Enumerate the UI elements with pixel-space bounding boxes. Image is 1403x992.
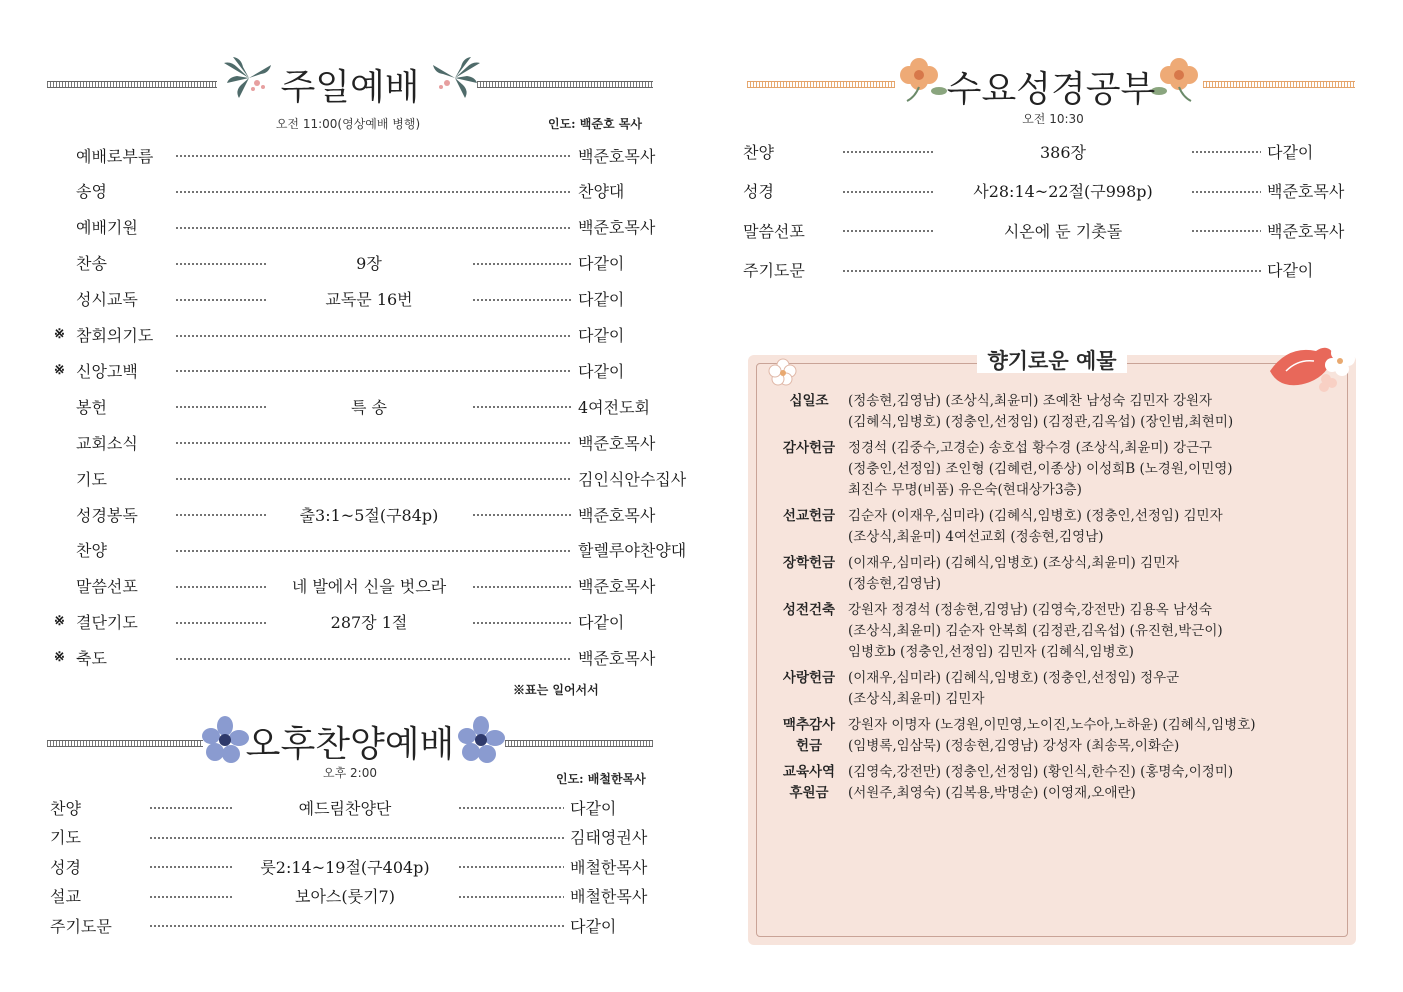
offering-names-line: (조상식,최윤미) 4여선교회 (정송현,김영남) [848, 529, 1104, 545]
program-person: 백준호목사 [578, 146, 656, 166]
program-person: 다같이 [578, 326, 625, 345]
leader-dots [175, 622, 266, 624]
program-person: 할렐루야찬양대 [578, 541, 687, 561]
offering-names [848, 600, 1348, 663]
program-row [54, 250, 660, 276]
offering-category-line: 교육사역 [782, 764, 836, 780]
offering-category [778, 715, 840, 757]
offering-category [778, 600, 840, 621]
offering-category-line: 후원금 [789, 785, 829, 801]
program-detail: 시온에 둔 기촛돌 [1003, 221, 1123, 241]
program-row [50, 883, 658, 909]
offering-names-line: (정송현,김영남) [848, 576, 942, 592]
program-person: 4여전도회 [578, 397, 651, 417]
program-detail: 네 발에서 신을 벗으라 [291, 577, 447, 597]
program-person: 다같이 [570, 798, 617, 818]
program-label: 주기도문 [743, 261, 805, 280]
program-label: 예배로부름 [76, 146, 154, 166]
offering-category [778, 668, 840, 689]
program-person: 백준호목사 [578, 505, 656, 525]
program-row [743, 217, 1355, 243]
program-detail: 보아스(룻기7) [295, 887, 395, 906]
program-person: 배철한목사 [570, 857, 648, 877]
program-row [54, 142, 660, 168]
offering-names [848, 391, 1348, 433]
leader-dots [149, 807, 232, 809]
offering-names [848, 506, 1348, 548]
afternoon-leader: 인도: 배철한목사 [556, 772, 646, 786]
offering-title: 향기로운 예물 [748, 345, 1356, 375]
program-row [54, 214, 660, 240]
program-label: 주기도문 [50, 916, 112, 936]
program-person: 다같이 [578, 613, 625, 633]
program-label: 성시교독 [76, 290, 138, 310]
program-detail: 룻2:14~19절(구404p) [260, 857, 430, 877]
leader-dots [1191, 230, 1261, 232]
program-label: 찬양 [743, 142, 774, 162]
program-row [54, 286, 660, 312]
offering-names-line: (이재우,심미라) (김혜식,임병호) (정충인,선정임) 정우군 [848, 670, 1180, 686]
leader-dots [842, 230, 935, 232]
offering-names-line: (서원주,최영숙) (김복용,박명순) (이영재,오애란) [848, 785, 1136, 801]
offering-names-line: (김영숙,강전만) (정충인,선정임) (황인식,한수진) (홍명숙,이정미) [848, 764, 1234, 780]
offering-category-line: 장학헌금 [782, 555, 836, 571]
program-person: 다같이 [578, 290, 625, 310]
wednesday-time: 오전 10:30 [1022, 112, 1084, 126]
program-label: 송영 [76, 182, 107, 202]
program-label: 성경 [743, 182, 774, 201]
sunday-time: 오전 11:00(영상예배 병행) [275, 117, 421, 131]
leader-dots [472, 263, 572, 265]
program-row [54, 609, 660, 635]
standing-mark: ※ [54, 362, 65, 378]
offering-box [748, 349, 1356, 945]
leader-dots [175, 370, 572, 372]
offering-names-line: 최진수 무명(비품) 유은숙(현대상가3층) [848, 482, 1082, 498]
program-label: 성경봉독 [76, 505, 138, 525]
offering-names-line: 임병호b (정충인,선정임) 김민자 (김혜식,임병호) [848, 644, 1134, 660]
sunday-leader: 인도: 백준호 목사 [548, 117, 642, 131]
program-row [54, 573, 660, 599]
program-row [54, 393, 660, 419]
leader-dots [1191, 191, 1261, 193]
offering-names-line: (조상식,최윤미) 김순자 안복희 (김정관,김옥섭) (유진현,박근이) [848, 623, 1223, 639]
program-label: 설교 [50, 887, 81, 906]
leader-dots [472, 514, 572, 516]
program-label: 결단기도 [76, 613, 138, 633]
program-person: 배철한목사 [570, 887, 648, 906]
program-person: 백준호목사 [1267, 182, 1345, 201]
wednesday-title: 수요성경공부 [946, 69, 1156, 110]
standing-mark: ※ [54, 614, 65, 630]
standing-mark: ※ [54, 650, 65, 666]
leader-dots [175, 658, 572, 660]
program-label: 봉헌 [76, 397, 107, 417]
program-row [54, 537, 687, 563]
offering-names [848, 715, 1348, 757]
offering-names [848, 553, 1348, 595]
leader-dots [149, 837, 564, 839]
leader-dots [175, 406, 266, 408]
standing-note: ※표는 일어서서 [513, 683, 599, 697]
offering-names-line: 강원자 이명자 (노경원,이민영,노이진,노수아,노하윤) (김혜식,임병호) [848, 717, 1256, 733]
small-flower-icon [768, 357, 798, 387]
offering-category [778, 506, 840, 527]
program-person: 다같이 [578, 361, 625, 381]
leader-dots [149, 866, 232, 868]
program-person: 백준호목사 [578, 649, 656, 669]
leader-dots [472, 406, 572, 408]
program-person: 백준호목사 [578, 218, 656, 238]
offering-names-line: (이재우,심미라) (김혜식,임병호) (조상식,최윤미) 김민자 [848, 555, 1180, 571]
program-label: 기도 [76, 469, 107, 489]
program-detail: 특 송 [351, 397, 387, 417]
right-panel [700, 0, 1403, 992]
offering-category [778, 438, 840, 459]
offering-names-line: 강원자 정경석 (정송현,김영남) (김영숙,강전만) 김용옥 남성숙 [848, 602, 1213, 618]
leader-dots [458, 866, 564, 868]
program-person: 다같이 [578, 254, 625, 274]
leader-dots [458, 807, 564, 809]
program-row [54, 178, 660, 204]
program-row [50, 824, 658, 850]
program-row [50, 853, 658, 879]
afternoon-header [47, 712, 653, 772]
program-row [54, 357, 660, 383]
offering-names-line: 김순자 (이재우,심미라) (김혜식,임병호) (정충인,선정임) 김민자 [848, 508, 1223, 524]
leader-dots [1191, 151, 1261, 153]
offering-category-line: 헌금 [795, 738, 823, 754]
program-label: 성경 [50, 857, 81, 877]
leader-dots [149, 925, 564, 927]
program-person: 찬양대 [578, 182, 625, 202]
program-person: 다같이 [1267, 261, 1314, 280]
leader-dots [175, 335, 572, 337]
program-row [54, 429, 660, 455]
leader-dots [175, 478, 572, 480]
program-label: 말씀선포 [76, 577, 138, 597]
program-person: 김태영권사 [570, 828, 648, 847]
leader-dots [842, 191, 935, 193]
program-label: 찬양 [50, 798, 81, 818]
offering-names-line: (김혜식,임병호) (정충인,선정임) (김정관,김옥섭) (장인범,최현미) [848, 414, 1234, 430]
offering-category-line: 사랑헌금 [782, 670, 836, 686]
leader-dots [842, 151, 935, 153]
leader-dots [175, 191, 572, 193]
leader-dots [175, 263, 266, 265]
program-label: 참회의기도 [76, 326, 154, 345]
program-row [743, 138, 1355, 164]
offering-names [848, 668, 1348, 710]
left-panel [0, 0, 700, 992]
sunday-header [47, 53, 653, 113]
program-row [54, 322, 660, 348]
program-detail: 출3:1~5절(구84p) [299, 505, 439, 525]
program-detail: 386장 [1040, 142, 1086, 162]
leader-dots [175, 550, 572, 552]
program-label: 신앙고백 [76, 361, 138, 381]
program-detail: 교독문 16번 [325, 290, 413, 310]
offering-category-line: 성전건축 [782, 602, 836, 618]
program-person: 백준호목사 [578, 577, 656, 597]
program-row [54, 645, 660, 671]
leader-dots [472, 299, 572, 301]
program-detail: 사28:14~22절(구998p) [973, 182, 1153, 201]
leader-dots [149, 896, 232, 898]
program-person: 다같이 [1267, 142, 1314, 162]
program-row [743, 178, 1355, 204]
program-detail: 예드림찬양단 [298, 798, 392, 818]
program-row [743, 257, 1355, 283]
afternoon-title: 오후찬양예배 [245, 724, 455, 765]
offering-names-line: (임병록,임삼묵) (정송현,김영남) 강성자 (최송목,이화순) [848, 738, 1180, 754]
offering-names [848, 762, 1348, 804]
program-label: 말씀선포 [743, 221, 805, 241]
leader-dots [175, 227, 572, 229]
program-label: 예배기원 [76, 218, 138, 238]
standing-mark: ※ [54, 327, 65, 342]
offering-category [778, 762, 840, 804]
leader-dots [842, 270, 1261, 272]
program-label: 기도 [50, 828, 81, 847]
offering-names-line: 정경석 (김중수,고경순) 송호섭 황수경 (조상식,최윤미) 강근구 [848, 440, 1213, 456]
leader-dots [175, 442, 572, 444]
offering-category-line: 선교헌금 [782, 508, 836, 524]
offering-category-line: 십일조 [789, 393, 829, 409]
leader-dots [472, 622, 572, 624]
program-row [54, 465, 687, 491]
program-row [54, 501, 660, 527]
program-person: 김인식안수집사 [578, 469, 687, 489]
program-person: 백준호목사 [1267, 221, 1345, 241]
offering-category [778, 553, 840, 574]
offering-names [848, 438, 1348, 501]
program-row [50, 912, 658, 938]
program-label: 축도 [76, 649, 107, 669]
offering-names-line: (정충인,선정임) 조인형 (김혜련,이종상) 이성희B (노경원,이민영) [848, 461, 1233, 477]
wednesday-header [747, 53, 1355, 113]
program-label: 교회소식 [76, 433, 138, 453]
leader-dots [472, 586, 572, 588]
program-label: 찬송 [76, 254, 107, 274]
offering-category-line: 맥추감사 [782, 717, 836, 733]
program-detail: 287장 1절 [330, 613, 408, 633]
leader-dots [175, 586, 266, 588]
leader-dots [175, 514, 266, 516]
offering-category-line: 감사헌금 [782, 440, 836, 456]
program-person: 백준호목사 [578, 433, 656, 453]
program-label: 찬양 [76, 541, 107, 561]
offering-names-line: (조상식,최윤미) 김민자 [848, 691, 985, 707]
leader-dots [175, 155, 572, 157]
afternoon-time: 오후 2:00 [323, 766, 377, 780]
program-person: 다같이 [570, 916, 617, 936]
leader-dots [458, 896, 564, 898]
program-detail: 9장 [356, 254, 382, 274]
program-row [50, 794, 658, 820]
offering-category [778, 391, 840, 412]
leader-dots [175, 299, 266, 301]
offering-names-line: (정송현,김영남) (조상식,최윤미) 조예찬 남성숙 김민자 강원자 [848, 393, 1213, 409]
sunday-title: 주일예배 [280, 67, 420, 108]
